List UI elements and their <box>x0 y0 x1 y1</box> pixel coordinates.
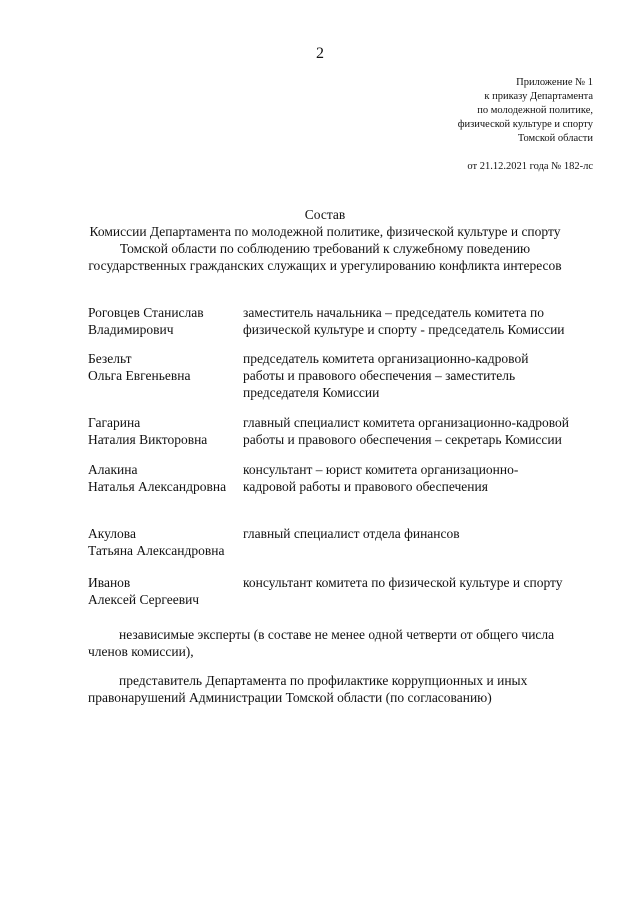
appendix-header <box>333 76 593 174</box>
representative-paragraph: представитель Департамента по профилактике коррупционных и иных правонарушений Администрации Томской области (по согласованию) <box>88 673 528 705</box>
member-name: Безельт Ольга Евгеньевна <box>88 351 191 383</box>
title-line: Комиссии Департамента по молодежной политике, физической культуре и спорту <box>89 224 561 239</box>
title-line: государственных гражданских служащих и урегулированию конфликта интересов <box>88 258 562 273</box>
member-name: Акулова Татьяна Александровна <box>88 526 225 558</box>
page-number: 2 <box>316 45 324 62</box>
experts-paragraph: независимые эксперты (в составе не менее одной четверти от общего числа членов комиссии), <box>88 627 555 659</box>
appendix-line: по молодежной политике, <box>477 105 593 116</box>
member-name: Гагарина Наталия Викторовна <box>88 415 208 447</box>
member-name: Иванов Алексей Сергеевич <box>88 575 200 607</box>
title-heading: Состав <box>304 207 346 222</box>
member-role: председатель комитета организационно-кадровой работы и правового обеспечения – заместитель председателя Комиссии <box>243 351 529 400</box>
title-line: Томской области по соблюдению требований к служебному поведению <box>119 241 531 256</box>
member-role: главный специалист комитета организационно-кадровой работы и правового обеспечения – секретарь Комиссии <box>243 415 569 447</box>
member-name: Алакина Наталья Александровна <box>88 462 227 494</box>
member-name: Роговцев Станислав Владимирович <box>88 305 204 337</box>
member-role: консультант – юрист комитета организационно- кадровой работы и правового обеспечения <box>243 462 519 494</box>
member-role: заместитель начальника – председатель комитета по физической культуре и спорту - председатель Комиссии <box>243 305 565 337</box>
member-role: главный специалист отдела финансов <box>243 526 460 541</box>
order-date: от 21.12.2021 года № 182-лс <box>467 161 593 172</box>
appendix-line: Приложение № 1 <box>516 77 593 88</box>
appendix-line: Томской области <box>517 133 593 144</box>
appendix-line: физической культуре и спорту <box>457 119 593 130</box>
member-role: консультант комитета по физической культуре и спорту <box>243 575 563 590</box>
document-title <box>60 206 590 274</box>
appendix-line: к приказу Департамента <box>484 91 593 102</box>
